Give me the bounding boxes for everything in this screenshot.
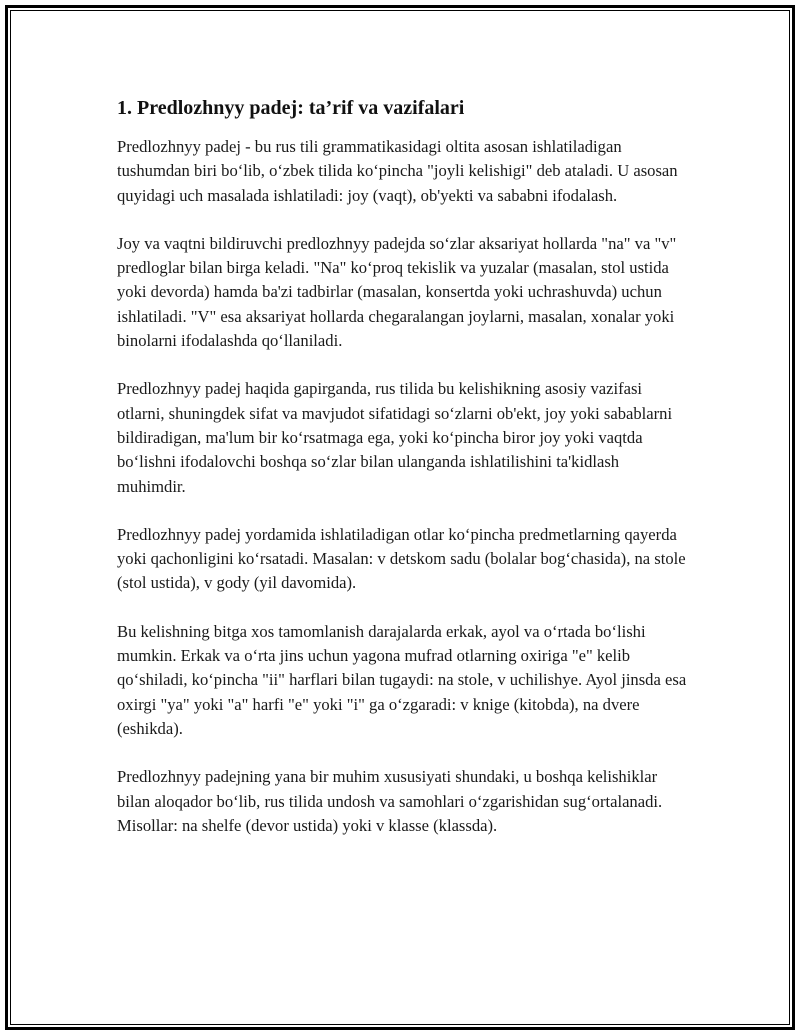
paragraph-5: Bu kelishning bitga xos tamomlanish darajalarda erkak, ayol va o‘rtada bo‘lishi mumkin. Erkak va o‘rta jins uchun yagona mufrad otlarning oxiriga "e" kelib qo‘shiladi, ko‘pincha "ii" harflari bilan tugaydi: na stole, v uchilishye. Ayol jinsda esa oxirgi "ya" yoki "a" harfi "e" yoki "i" ga o‘zgaradi: v knige (kitobda), na dvere (eshikda).: [117, 621, 687, 738]
paragraph-3: Predlozhnyy padej haqida gapirganda, rus tilida bu kelishikning asosiy vazifasi otlarni, shuningdek sifat va mavjudot sifatidagi so‘zlarni ob'ekt, joy yoki sabablarni bildiradigan, ma'lum bir ko‘rsatmaga ega, yoki ko‘pincha biror joy yoki vaqtda bo‘lishni ifodalovchi boshqa so‘zlar bilan ulanganda ishlatilishini ta'kidlash muhimdir.: [117, 379, 673, 496]
paragraph-6: Predlozhnyy padejning yana bir muhim xususiyati shundaki, u boshqa kelishiklar bilan aloqador bo‘lib, rus tilida undosh va samohlari o‘zgarishidan sug‘ortalanadi. Misollar: na shelfe (devor ustida) yoki v klasse (klassda).: [117, 767, 663, 835]
document-body: [117, 95, 687, 862]
paragraph-2: Joy va vaqtni bildiruvchi predlozhnyy padejda so‘zlar aksariyat hollarda "na" va "v" predloglar bilan birga keladi. "Na" ko‘proq tekislik va yuzalar (masalan, stol ustida yoki devorda) hamda ba'zi tadbirlar (masalan, konsertda yoki uchrashuvda) uchun ishlatiladi. "V" esa aksariyat hollarda chegaralangan joylarni, masalan, xonalar yoki binolarni ifodalashda qo‘llaniladi.: [117, 233, 677, 351]
section-heading: 1. Predlozhnyy padej: ta’rif va vazifalari: [117, 97, 465, 119]
paragraph-4: Predlozhnyy padej yordamida ishlatiladigan otlar ko‘pincha predmetlarning qayerda yoki qachonligini ko‘rsatadi. Masalan: v detskom sadu (bolalar bog‘chasida), na stole (stol ustida), v gody (yil davomida).: [117, 524, 686, 593]
paragraph-1: Predlozhnyy padej - bu rus tili grammatikasidagi oltita asosan ishlatiladigan tushumdan biri bo‘lib, o‘zbek tilida ko‘pincha "joyli kelishigi" deb ataladi. U asosan quyidagi uch masalada ishlatiladi: joy (vaqt), ob'yekti va sababni ifodalash.: [117, 137, 678, 205]
